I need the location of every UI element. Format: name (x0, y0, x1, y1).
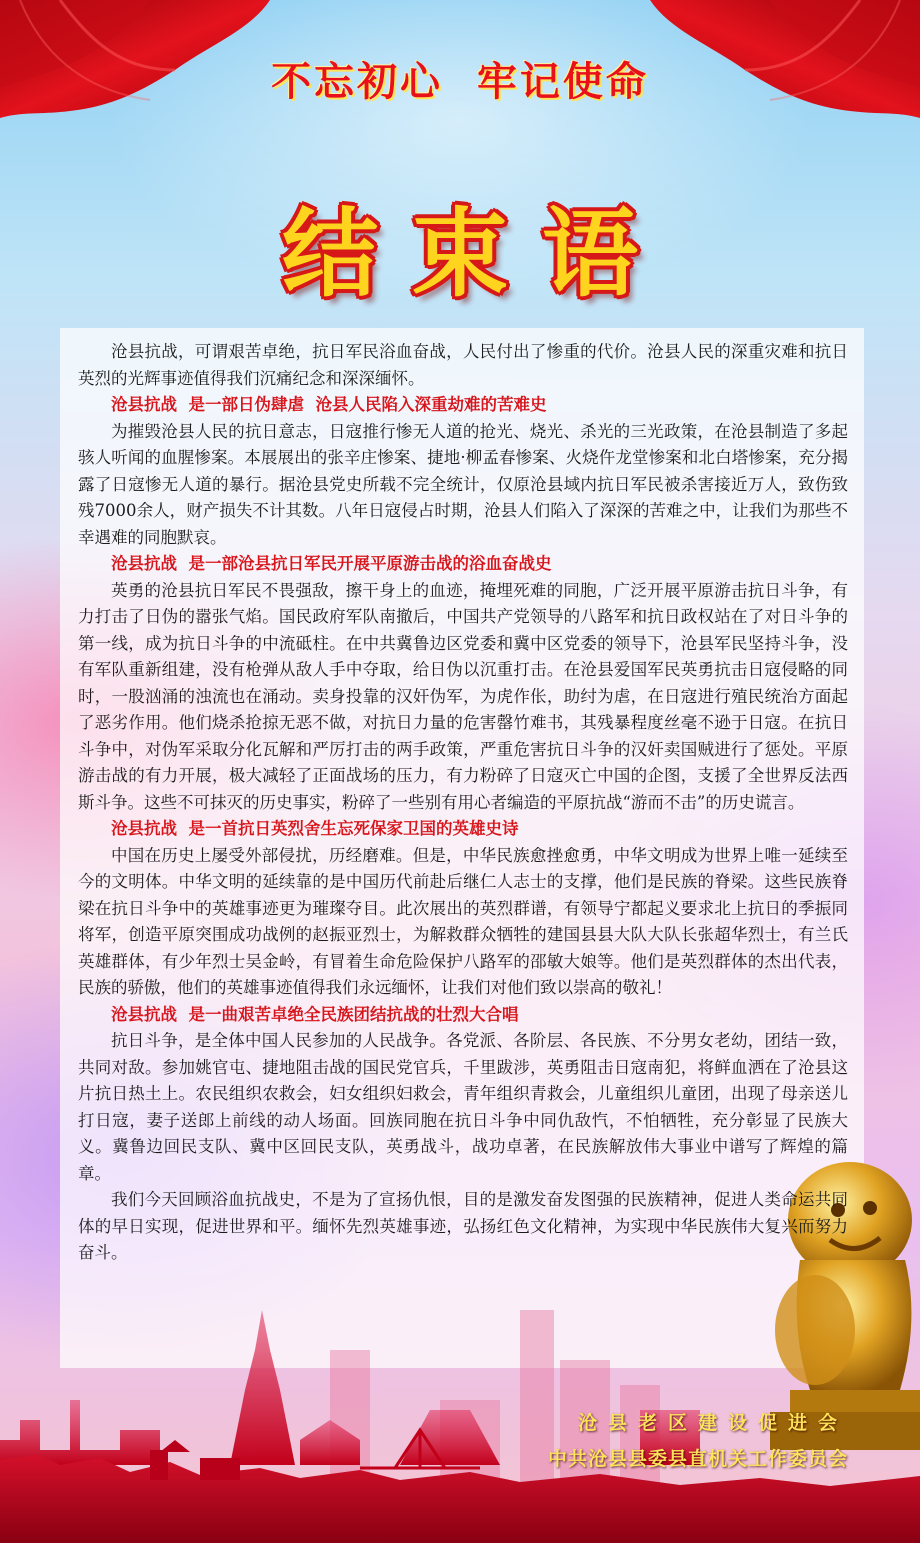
slogan: 不忘初心 牢记使命 (271, 59, 649, 105)
section-heading-1: 沧县抗战 是一部日伪肆虐 沧县人民陷入深重劫难的苦难史 (111, 395, 547, 414)
footer-organization-2: 中共沧县县委县直机关工作委员会 (547, 1448, 848, 1470)
page-title: 结束语 (282, 198, 672, 310)
section-heading-3: 沧县抗战 是一首抗日英烈舍生忘死保家卫国的英雄史诗 (111, 819, 519, 838)
text-content (78, 339, 848, 1267)
section-paragraph-2: 英勇的沧县抗日军民不畏强敌，擦干身上的血迹，掩埋死难的同胞，广泛开展平原游击抗日斗争，有力打击了日伪的嚣张气焰。国民政府军队南撤后，中国共产党领导的八路军和抗日政权站在了对日斗争的第一线，成为抗日斗争的中流砥柱。在中共冀鲁边区党委和冀中区党委的领导下，沧县军民坚持斗争，没有军队重新组建，没有枪弹从敌人手中夺取，给日伪以沉重打击。在沧县爱国军民英勇抗击日寇侵略的同时，一股汹涌的浊流也在涌动。卖身投靠的汉奸伪军，为虎作伥，助纣为虐，在日寇进行殖民统治方面起了恶劣作用。他们烧杀抢掠无恶不做，对抗日力量的危害罄竹难书，其残暴程度丝毫不逊于日寇。在抗日斗争中，对伪军采取分化瓦解和严厉打击的两手政策，严重危害抗日斗争的汉奸卖国贼进行了惩处。平原游击战的有力开展，极大减轻了正面战场的压力，有力粉碎了日寇灭亡中国的企图，支援了全世界反法西斯斗争。这些不可抹灭的历史事实，粉碎了一些别有用心者编造的平原抗战“游而不击”的历史谎言。 (78, 580, 848, 812)
section-paragraph-4: 抗日斗争，是全体中国人民参加的人民战争。各党派、各阶层、各民族、不分男女老幼，团结一致，共同对敌。参加姚官屯、捷地阻击战的国民党官兵，千里跋涉，英勇阻击日寇南犯，将鲜血洒在了沧县这片抗日热土上。农民组织农救会，妇女组织妇救会，青年组织青救会，儿童组织儿童团，出现了母亲送儿打日寇，妻子送郎上前线的动人场面。回族同胞在抗日斗争中同仇敌忾，不怕牺牲，充分彰显了民族大义。冀鲁边回民支队、冀中区回民支队，英勇战斗，战功卓著，在民族解放伟大事业中谱写了辉煌的篇章。 (78, 1031, 848, 1183)
section-heading-2: 沧县抗战 是一部沧县抗日军民开展平原游击战的浴血奋战史 (111, 554, 552, 573)
section-heading-4: 沧县抗战 是一曲艰苦卓绝全民族团结抗战的壮烈大合唱 (111, 1004, 519, 1024)
footer-organization-1: 沧县老区建设促进会 (577, 1412, 848, 1434)
section-paragraph-3: 中国在历史上屡受外部侵扰，历经磨难。但是，中华民族愈挫愈勇，中华文明成为世界上唯一延续至今的文明体。中华文明的延续靠的是中国历代前赴后继仁人志士的支撑，他们是民族的脊梁。这些民族脊梁在抗日斗争中的英雄事迹更为璀璨夺目。此次展出的英烈群谱，有领导宁都起义要求北上抗日的季振同将军，创造平原突围成功战例的赵振亚烈士，为解救群众牺牲的建国县县大队大队长张超华烈士，有兰氏英雄群体，有少年烈士吴金岭，有冒着生命危险保护八路军的邵敏大娘等。他们是英烈群体的杰出代表，民族的骄傲，他们的英雄事迹值得我们永远缅怀，让我们对他们致以崇高的敬礼！ (78, 845, 848, 997)
closing-paragraph: 我们今天回顾浴血抗战史，不是为了宣扬仇恨，目的是激发奋发图强的民族精神，促进人类命运共同体的早日实现，促进世界和平。缅怀先烈英雄事迹，弘扬红色文化精神，为实现中华民族伟大复兴而努力奋斗。 (78, 1190, 848, 1262)
intro-paragraph: 沧县抗战，可谓艰苦卓绝，抗日军民浴血奋战，人民付出了惨重的代价。沧县人民的深重灾难和抗日英烈的光辉事迹值得我们沉痛纪念和深深缅怀。 (78, 342, 848, 388)
section-paragraph-1: 为摧毁沧县人民的抗日意志，日寇推行惨无人道的抢光、烧光、杀光的三光政策，在沧县制造了多起骇人听闻的血腥惨案。本展展出的张辛庄惨案、捷地·柳孟春惨案、火烧仵龙堂惨案和北白塔惨案，充分揭露了日寇惨无人道的暴行。据沧县党史所载不完全统计，仅原沧县域内抗日军民被杀害接近万人，致伤致残7000余人，财产损失不计其数。八年日寇侵占时期，沧县人们陷入了深深的苦难之中，让我们为那些不幸遇难的同胞默哀。 (78, 421, 848, 547)
